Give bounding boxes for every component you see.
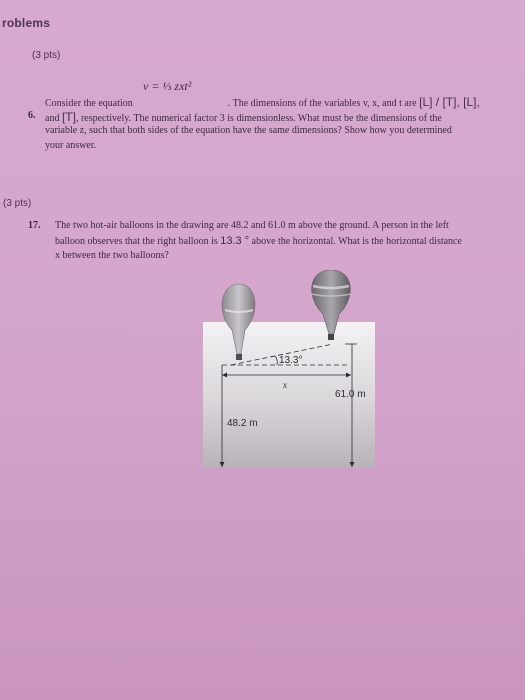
- figure-right-height-label: 61.0 m: [335, 389, 366, 400]
- problem-17-angle: 13.3 °: [220, 235, 250, 247]
- figure-angle-label: 13.3°: [279, 355, 303, 366]
- problem-6-dims-1: [L] / [T], [L],: [419, 95, 480, 109]
- figure-x-label: x: [283, 380, 287, 390]
- problem-6-line-1-post: . The dimensions of the variables v, x, and t are: [227, 98, 417, 109]
- balloon-diagram: [195, 270, 385, 470]
- problem-17-line-2-pre: balloon observes that the right balloon is: [55, 236, 218, 247]
- figure-left-height-label: 48.2 m: [227, 418, 258, 429]
- problem-17-points: (3 pts): [3, 198, 32, 209]
- page-header-title: roblems: [2, 16, 51, 30]
- balloon-figure: [195, 270, 385, 470]
- problem-6-line-4: your answer.: [45, 140, 97, 151]
- problem-17-line-2-post: above the horizontal. What is the horizontal distance: [251, 236, 462, 247]
- problem-17-line-1: The two hot-air balloons in the drawing are 48.2 and 61.0 m above the ground. A person in the left: [55, 220, 449, 231]
- problem-6-line-3: variable z, such that both sides of the equation have the same dimensions? Show how you determined: [45, 125, 452, 136]
- problem-6-number: 6.: [28, 110, 36, 121]
- problem-17-line-3: x between the two balloons?: [55, 250, 169, 261]
- problem-6-line-1: [45, 95, 505, 109]
- problem-6-dims-2: [T]: [61, 110, 76, 124]
- problem-6-line-2-post: , respectively. The numerical factor 3 is dimensionless. What must be the dimensions of the: [75, 113, 442, 124]
- problem-17-line-2: [55, 235, 505, 247]
- problem-17-number: 17.: [28, 220, 41, 231]
- problem-6-line-2: [45, 110, 500, 124]
- problem-6-line-2-pre: and: [45, 113, 60, 124]
- equation: v = ⅓ zxt²: [143, 79, 192, 93]
- problem-6-line-1-pre: Consider the equation: [45, 98, 133, 109]
- problem-6-points: (3 pts): [32, 50, 61, 61]
